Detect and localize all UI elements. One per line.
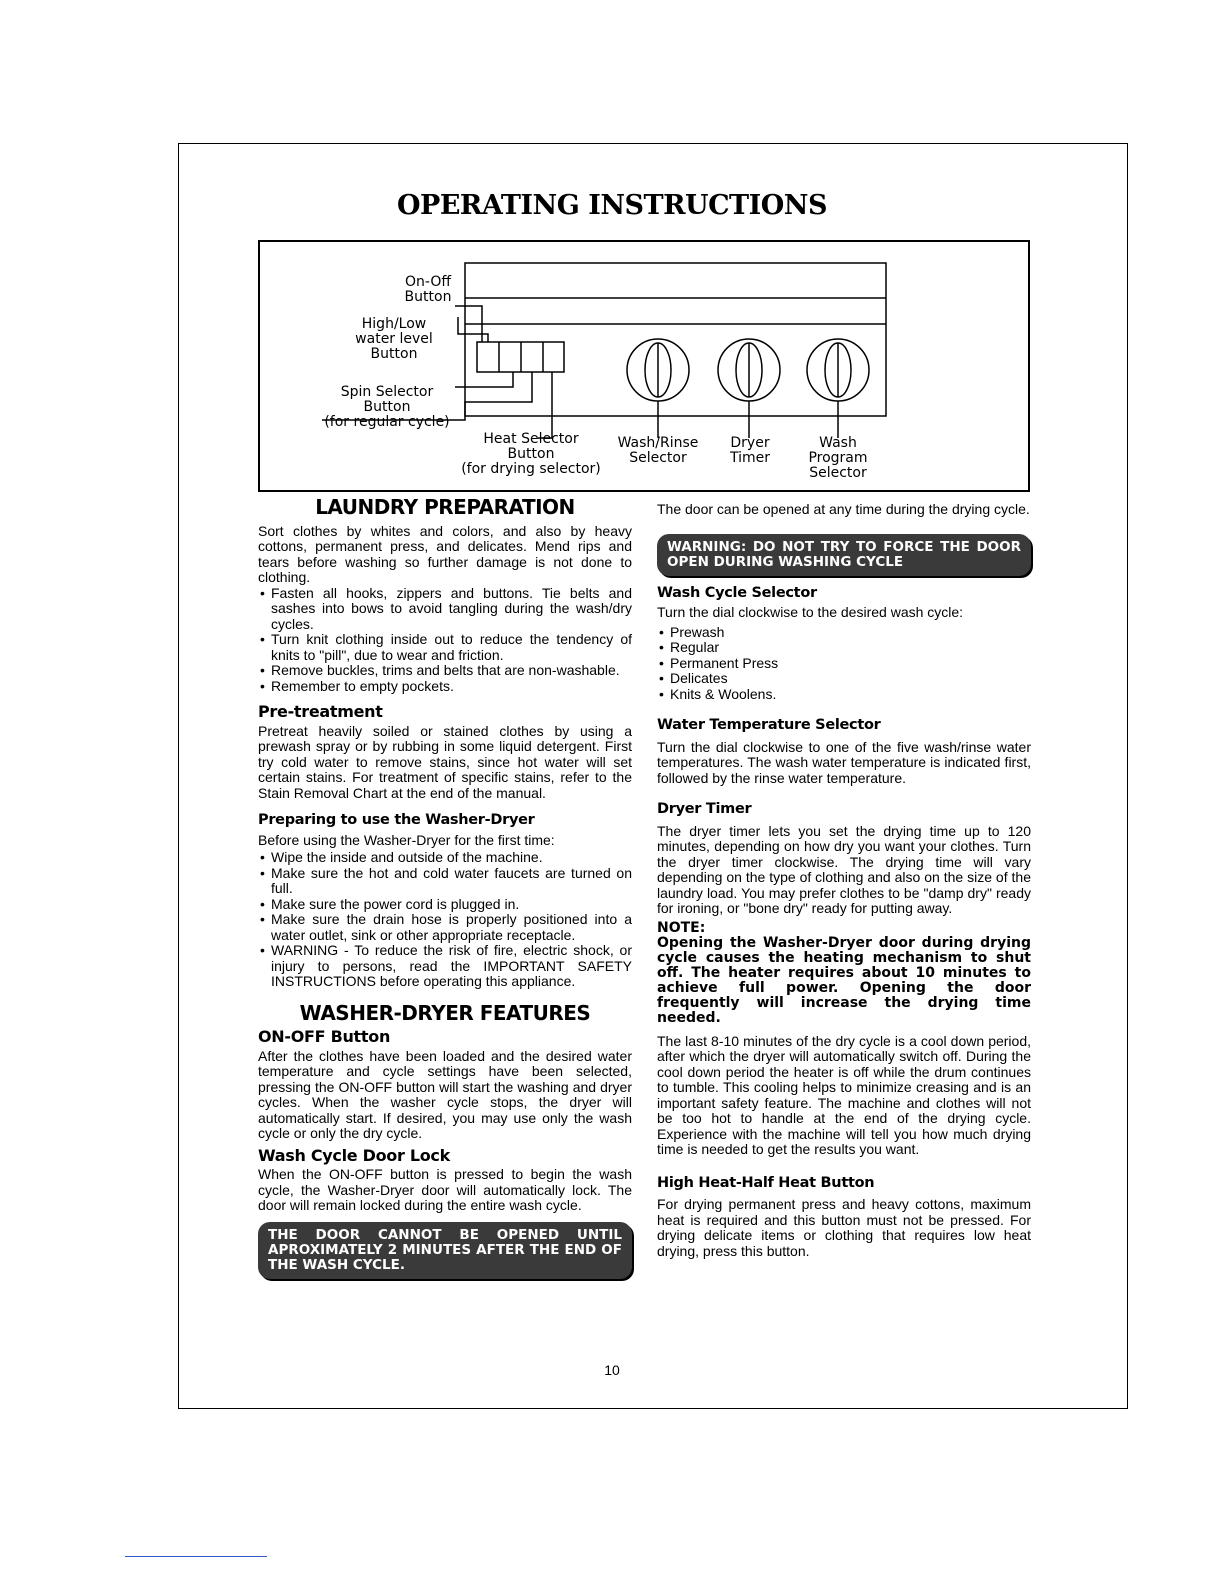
page-title: OPERATING INSTRUCTIONS <box>397 190 827 221</box>
list-item: • Remember to empty pockets. <box>258 679 632 695</box>
label-spin-selector: Spin Selector Button (for regular cycle) <box>324 384 450 430</box>
leader-high-low <box>458 317 488 342</box>
footer-link-line <box>125 1556 267 1557</box>
door-open-text: The door can be opened at any time during the drying cycle. <box>657 501 1030 517</box>
high-heat-heading: High Heat-Half Heat Button <box>657 1174 875 1191</box>
preparing-list <box>258 850 632 990</box>
list-item: • Make sure the drain hose is properly positioned into a water outlet, sink or other appropriate receptacle. <box>258 912 632 943</box>
list-item: • Fasten all hooks, zippers and buttons. Tie belts and sashes into bows to avoid tangling during the wash/dry cycles. <box>258 586 632 633</box>
list-item: • Make sure the hot and cold water faucets are turned on full. <box>258 866 632 897</box>
wash-cycle-list <box>657 625 1031 703</box>
preparing-heading: Preparing to use the Washer-Dryer <box>258 812 535 828</box>
high-heat-text: For drying permanent press and heavy cottons, maximum heat is required and this button must not be pressed. For drying delicate items or clothing that requires low heat drying, press this button. <box>657 1196 1031 1259</box>
force-warning-box: WARNING: DO NOT TRY TO FORCE THE DOOR OPEN DURING WASHING CYCLE <box>657 534 1031 576</box>
doorlock-heading: Wash Cycle Door Lock <box>258 1145 450 1165</box>
list-item: • Knits & Woolens. <box>657 687 1031 703</box>
pretreatment-text: Pretreat heavily soiled or stained clothes by using a prewash spray or by rubbing in some liquid detergent. First try cold water to remove stains, since hot water will set certain stains. For treatment of specific stains, refer to the Stain Removal Chart at the end of the manual. <box>258 722 632 801</box>
laundry-heading: LAUNDRY PREPARATION <box>315 495 575 519</box>
wash-cycle-heading: Wash Cycle Selector <box>657 584 817 601</box>
dryer-timer-text: The dryer timer lets you set the drying time up to 120 minutes, depending on how dry you want your clothes. Turn the dryer timer clockwise. The drying time will vary depending on the type of clothing and also on the size of the laundry load. You may prefer clothes to be "damp dry" ready for ironing, or "bone dry" ready for putting away. <box>657 822 1031 916</box>
list-item: • Permanent Press <box>657 656 1031 672</box>
water-temp-text: Turn the dial clockwise to one of the five wash/rinse water temperatures. The wash water temperature is indicated first, followed by the rinse water temperature. <box>657 738 1031 786</box>
wash-cycle-intro: Turn the dial clockwise to the desired wash cycle: <box>657 604 964 620</box>
features-heading: WASHER-DRYER FEATURES <box>299 1000 591 1025</box>
preparing-intro: Before using the Washer-Dryer for the first time: <box>258 831 555 848</box>
label-dryer-timer: Dryer Timer <box>729 435 771 466</box>
right-column <box>657 502 1031 1259</box>
cooldown-text: The last 8-10 minutes of the dry cycle is a cool down period, after which the dryer will automatically switch off. During the cool down period the heater is off while the drum continues to tumble. This cooling helps to minimize creasing and is an important safety feature. The machine and clothes will not be too hot to handle at the end of the drying cycle. Experience with the machine will tell you how much drying time is needed to get the results you want. <box>657 1032 1031 1157</box>
leader-heat <box>538 372 552 438</box>
doorlock-text: When the ON-OFF button is pressed to begin the wash cycle, the Washer-Dryer door will automatically lock. The door will remain locked during the entire wash cycle. <box>258 1166 632 1213</box>
list-item: • WARNING - To reduce the risk of fire, electric shock, or injury to persons, read the IMPORTANT SAFETY INSTRUCTIONS before operating this appliance. <box>258 943 632 990</box>
pretreatment-heading: Pre-treatment <box>258 702 383 721</box>
onoff-heading: ON-OFF Button <box>258 1027 391 1046</box>
page-number: 10 <box>604 1362 620 1378</box>
list-item: • Delicates <box>657 671 1031 687</box>
label-heat-selector: Heat Selector Button (for drying selector) <box>461 431 601 477</box>
water-temp-heading: Water Temperature Selector <box>657 717 881 733</box>
laundry-list <box>258 586 632 695</box>
list-item: • Regular <box>657 640 1031 656</box>
label-wash-program: Wash Program Selector <box>808 435 868 481</box>
dryer-timer-heading: Dryer Timer <box>657 801 752 817</box>
control-panel-diagram <box>258 240 1030 492</box>
list-item: • Turn knit clothing inside out to reduce the tendency of knits to "pill", due to wear and friction. <box>258 632 632 663</box>
label-high-low: High/Low water level Button <box>355 316 433 362</box>
list-item: • Make sure the power cord is plugged in. <box>258 897 632 913</box>
onoff-text: After the clothes have been loaded and the desired water temperature and cycle settings have been selected, pressing the ON-OFF button will start the washing and dryer cycles. When the washer cycle stops, the dryer will automatically start. If desired, you may use only the wash cycle or only the dry cycle. <box>258 1047 632 1141</box>
list-item: • Remove buckles, trims and belts that are non-washable. <box>258 663 632 679</box>
panel-outline <box>465 263 886 416</box>
note-label: NOTE: <box>657 919 706 936</box>
leader-spin <box>455 372 513 387</box>
note-text: Opening the Washer-Dryer door during drying cycle causes the heating mechanism to shut off. The heater requires about 10 minutes to achieve full power. Opening the door frequently will increase the drying time needed. <box>657 934 1031 1026</box>
door-warning-box: THE DOOR CANNOT BE OPENED UNTIL APROXIMATELY 2 MINUTES AFTER THE END OF THE WASH CYCLE. <box>258 1222 632 1279</box>
list-item: • Wipe the inside and outside of the machine. <box>258 850 632 866</box>
laundry-intro: Sort clothes by whites and colors, and also by heavy cottons, permanent press, and delicates. Mend rips and tears before washing so further damage is not done to clothing. <box>258 522 632 585</box>
list-item: • Prewash <box>657 625 1031 641</box>
label-wash-rinse: Wash/Rinse Selector <box>617 435 699 466</box>
left-column <box>258 495 632 1279</box>
label-on-off: On-Off Button <box>404 274 452 305</box>
